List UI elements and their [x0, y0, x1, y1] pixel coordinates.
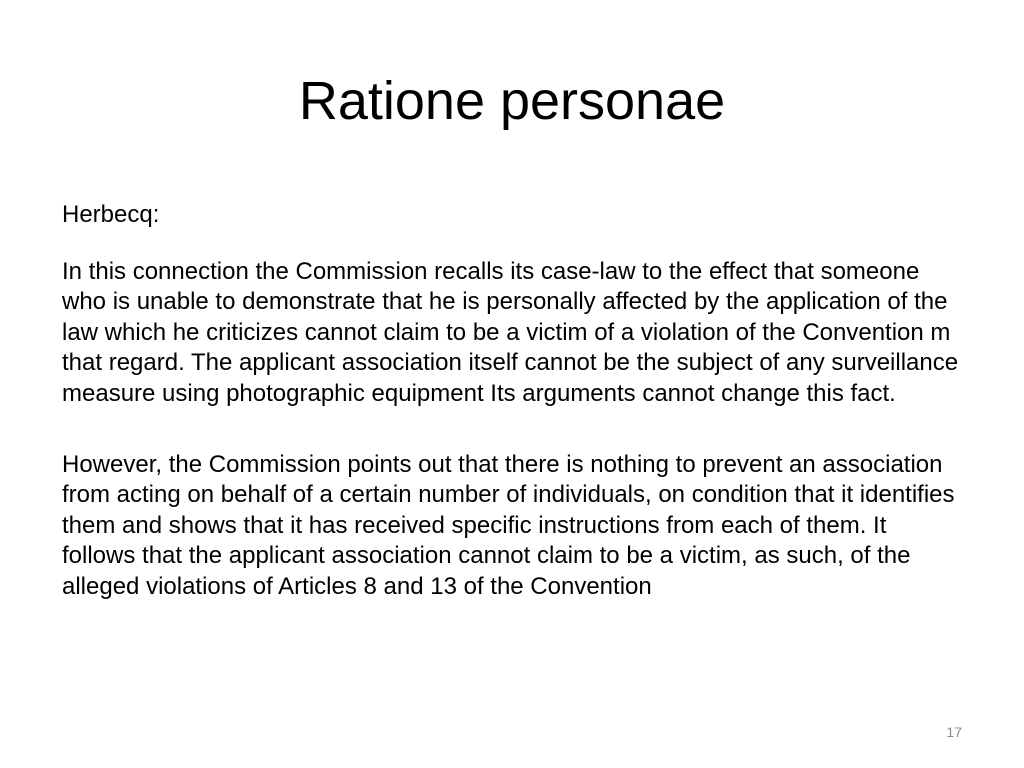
case-name-label: Herbecq:: [62, 201, 160, 228]
slide-title: Ratione personae: [298, 71, 726, 131]
slide-number: 17: [946, 724, 962, 740]
quote-paragraph-1: In this connection the Commission recalls its case-law to the effect that someone who is unable to demonstrate that he is personally affected by the application of the law which he criticizes cannot claim to be a victim of a violation of the Convention m that regard. The applicant association itself cannot be the subject of any surveillance measure using photographic equipment Its arguments cannot change this fact.: [62, 257, 959, 407]
quote-paragraph-2: However, the Commission points out that there is nothing to prevent an association from acting on behalf of a certain number of individuals, on condition that it identifies them and shows that it has received specific instructions from each of them. It follows that the applicant association cannot claim to be a victim, as such, of the alleged violations of Articles 8 and 13 of the Convention: [62, 450, 955, 600]
slide-body: [62, 200, 962, 603]
